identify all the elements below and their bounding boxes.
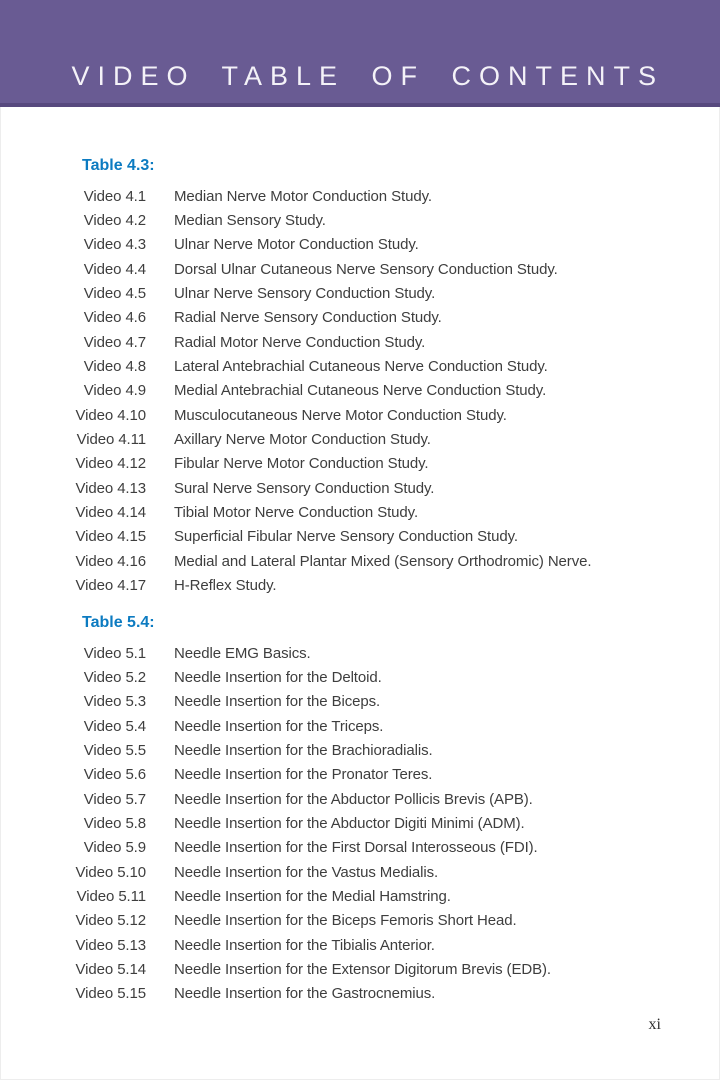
video-label: Video 4.12 xyxy=(75,455,146,473)
video-label: Video 4.10 xyxy=(75,406,146,424)
video-label: Video 4.2 xyxy=(83,212,146,230)
toc-row xyxy=(54,909,680,933)
video-label: Video 5.11 xyxy=(76,887,146,905)
video-title: Needle Insertion for the Brachioradialis. xyxy=(174,741,433,759)
video-label: Video 4.8 xyxy=(83,358,146,376)
video-title: Needle Insertion for the Pronator Teres. xyxy=(174,766,433,784)
video-label: Video 5.3 xyxy=(83,693,146,711)
video-title: Needle Insertion for the Medial Hamstring. xyxy=(174,887,451,905)
video-title: H-Reflex Study. xyxy=(174,577,277,595)
video-label: Video 4.1 xyxy=(83,187,146,205)
video-label: Video 5.10 xyxy=(75,863,146,881)
video-title: Needle Insertion for the First Dorsal Interosseous (FDI). xyxy=(174,839,538,857)
toc-row xyxy=(54,836,680,860)
toc-row xyxy=(54,233,680,257)
video-label: Video 5.15 xyxy=(75,985,146,1003)
video-label: Video 4.9 xyxy=(83,382,146,400)
video-label: Video 4.13 xyxy=(75,479,146,497)
toc-row xyxy=(54,574,680,598)
video-label: Video 4.6 xyxy=(83,309,146,327)
video-label: Video 5.13 xyxy=(75,936,146,954)
video-label: Video 5.9 xyxy=(83,839,146,857)
toc-row xyxy=(54,281,680,305)
video-title: Ulnar Nerve Motor Conduction Study. xyxy=(174,236,419,254)
toc-row xyxy=(54,476,680,500)
video-title: Needle Insertion for the Biceps. xyxy=(174,693,381,711)
toc-row xyxy=(54,933,680,957)
video-title: Needle Insertion for the Deltoid. xyxy=(174,668,382,686)
page-banner xyxy=(0,0,720,107)
toc-row xyxy=(54,738,680,762)
toc-row xyxy=(54,860,680,884)
video-title: Needle Insertion for the Gastrocnemius. xyxy=(174,985,436,1003)
video-list-table-4-3 xyxy=(54,184,680,598)
toc-row xyxy=(54,884,680,908)
toc-content xyxy=(0,111,720,1006)
video-title: Lateral Antebrachial Cutaneous Nerve Conduction Study. xyxy=(174,358,548,376)
toc-row xyxy=(54,354,680,378)
toc-row xyxy=(54,379,680,403)
video-title: Sural Nerve Sensory Conduction Study. xyxy=(174,479,435,497)
video-title: Median Nerve Motor Conduction Study. xyxy=(174,187,432,205)
video-title: Tibial Motor Nerve Conduction Study. xyxy=(174,504,419,522)
video-label: Video 4.4 xyxy=(83,260,146,278)
page-number: xi xyxy=(648,1016,661,1033)
video-title: Needle EMG Basics. xyxy=(174,644,311,662)
video-title: Fibular Nerve Motor Conduction Study. xyxy=(174,455,429,473)
toc-section-table-5-4 xyxy=(54,613,680,1006)
toc-row xyxy=(54,763,680,787)
toc-row xyxy=(54,714,680,738)
video-title: Median Sensory Study. xyxy=(174,212,326,230)
toc-row xyxy=(54,427,680,451)
toc-row xyxy=(54,403,680,427)
toc-row xyxy=(54,184,680,208)
video-title: Radial Motor Nerve Conduction Study. xyxy=(174,333,426,351)
video-label: Video 5.2 xyxy=(83,668,146,686)
video-label: Video 5.8 xyxy=(83,814,146,832)
video-label: Video 4.17 xyxy=(75,577,146,595)
video-title: Radial Nerve Sensory Conduction Study. xyxy=(174,309,442,327)
video-title: Medial Antebrachial Cutaneous Nerve Conduction Study. xyxy=(174,382,547,400)
video-title: Needle Insertion for the Tibialis Anterior. xyxy=(174,936,435,954)
video-title: Ulnar Nerve Sensory Conduction Study. xyxy=(174,285,436,303)
toc-row xyxy=(54,549,680,573)
section-heading-table-5-4: Table 5.4: xyxy=(82,613,155,631)
video-label: Video 5.14 xyxy=(75,960,146,978)
video-label: Video 5.12 xyxy=(75,912,146,930)
page-title: VIDEO TABLE OF CONTENTS xyxy=(71,61,664,91)
toc-row xyxy=(54,690,680,714)
video-title: Needle Insertion for the Biceps Femoris Short Head. xyxy=(174,912,517,930)
video-title: Needle Insertion for the Abductor Digiti Minimi (ADM). xyxy=(174,814,525,832)
video-title: Axillary Nerve Motor Conduction Study. xyxy=(174,431,431,449)
toc-row xyxy=(54,208,680,232)
video-title: Medial and Lateral Plantar Mixed (Sensory Orthodromic) Nerve. xyxy=(174,552,592,570)
toc-row xyxy=(54,982,680,1006)
video-title: Musculocutaneous Nerve Motor Conduction Study. xyxy=(174,406,507,424)
toc-row xyxy=(54,787,680,811)
video-title: Dorsal Ulnar Cutaneous Nerve Sensory Conduction Study. xyxy=(174,260,558,278)
toc-row xyxy=(54,811,680,835)
toc-row xyxy=(54,257,680,281)
video-label: Video 5.1 xyxy=(83,644,146,662)
toc-row xyxy=(54,641,680,665)
video-label: Video 4.5 xyxy=(83,285,146,303)
video-label: Video 4.16 xyxy=(75,552,146,570)
video-title: Needle Insertion for the Extensor Digitorum Brevis (EDB). xyxy=(174,960,551,978)
toc-row xyxy=(54,306,680,330)
toc-row xyxy=(54,957,680,981)
video-label: Video 4.14 xyxy=(75,504,146,522)
toc-row xyxy=(54,665,680,689)
video-list-table-5-4 xyxy=(54,641,680,1006)
section-heading-table-4-3: Table 4.3: xyxy=(82,157,155,174)
video-label: Video 5.7 xyxy=(83,790,146,808)
toc-row xyxy=(54,330,680,354)
toc-row xyxy=(54,500,680,524)
video-title: Needle Insertion for the Vastus Medialis. xyxy=(174,863,439,881)
video-label: Video 4.15 xyxy=(75,528,146,546)
video-title: Needle Insertion for the Triceps. xyxy=(174,717,384,735)
video-label: Video 4.3 xyxy=(83,236,146,254)
video-title: Needle Insertion for the Abductor Pollicis Brevis (APB). xyxy=(174,790,533,808)
video-title: Superficial Fibular Nerve Sensory Conduction Study. xyxy=(174,528,518,546)
video-label: Video 4.11 xyxy=(76,431,146,449)
video-label: Video 5.6 xyxy=(83,766,146,784)
video-label: Video 5.4 xyxy=(83,717,146,735)
toc-row xyxy=(54,525,680,549)
toc-section-table-4-3 xyxy=(54,156,680,598)
video-label: Video 4.7 xyxy=(83,333,146,351)
video-label: Video 5.5 xyxy=(83,741,146,759)
toc-row xyxy=(54,452,680,476)
